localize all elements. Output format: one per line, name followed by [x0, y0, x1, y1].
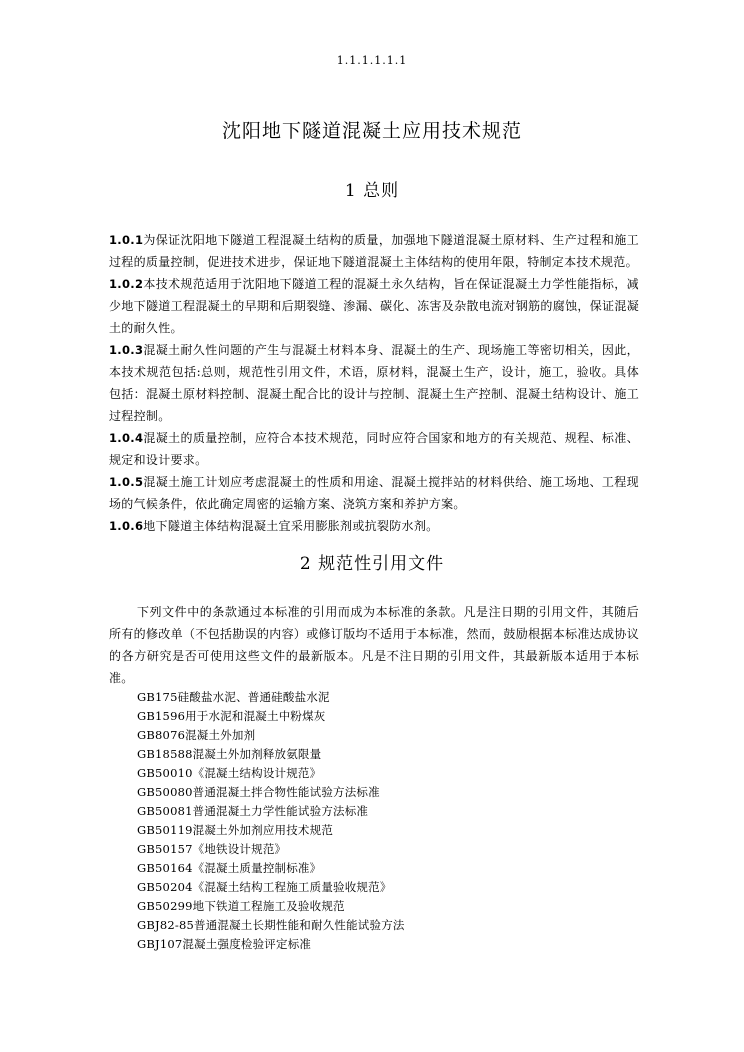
clause-number: 1.0.5: [109, 475, 144, 489]
clause: [109, 515, 639, 537]
reference-item: GBJ107混凝土强度检验评定标准: [137, 937, 312, 951]
reference-item: GBJ82-85普通混凝土长期性能和耐久性能试验方法: [137, 918, 405, 932]
reference-item: GB50010《混凝土结构设计规范》: [137, 766, 322, 780]
clause-text: 地下隧道主体结构混凝土宜采用膨胀剂或抗裂防水剂。: [143, 519, 439, 533]
reference-item: GB50081普通混凝土力学性能试验方法标准: [137, 804, 369, 818]
clause: [109, 427, 639, 471]
section-2-intro: 下列文件中的条款通过本标准的引用而成为本标准的条款。凡是注日期的引用文件，其随后所有的修改单（不包括勘误的内容）或修订版均不适用于本标准，然而，鼓励根据本标准达成协议的各方研究是否可使用这些文件的最新版本。凡是不注日期的引用文件，其最新版本适用于本标准。: [109, 605, 639, 685]
document-title: 沈阳地下隧道混凝土应用技术规范: [221, 120, 522, 142]
reference-item: GB175硅酸盐水泥、普通硅酸盐水泥: [137, 690, 330, 704]
reference-item: GB8076混凝土外加剂: [137, 728, 256, 742]
section-1-clauses: [109, 229, 639, 537]
clause-text: 混凝土施工计划应考虑混凝土的性质和用途、混凝土搅拌站的材料供给、施工场地、工程现场的气候条件，依此确定周密的运输方案、浇筑方案和养护方案。: [109, 475, 639, 511]
clause-number: 1.0.3: [109, 343, 144, 357]
section-1-title: 1 总则: [344, 181, 400, 201]
clause-text: 混凝土耐久性问题的产生与混凝土材料本身、混凝土的生产、现场施工等密切相关，因此，本技术规范包括:总则，规范性引用文件，术语，原材料，混凝土生产，设计，施工，验收。具体包括：混凝土原材料控制、混凝土配合比的设计与控制、混凝土生产控制、混凝土结构设计、施工过程控制。: [109, 343, 639, 423]
reference-item: GB1596用于水泥和混凝土中粉煤灰: [137, 709, 326, 723]
clause: [109, 229, 639, 273]
clause-number: 1.0.2: [109, 277, 144, 291]
section-2-title: 2 规范性引用文件: [299, 554, 445, 574]
clause: [109, 273, 639, 339]
reference-item: GB18588混凝土外加剂释放氨限量: [137, 747, 322, 761]
clause-number: 1.0.1: [109, 233, 144, 247]
page-header: 1.1.1.1.1.1: [336, 54, 408, 67]
clause-text: 为保证沈阳地下隧道工程混凝土结构的质量，加强地下隧道混凝土原材料、生产过程和施工过程的质量控制，促进技术进步，保证地下隧道混凝土主体结构的使用年限，特制定本技术规范。: [109, 233, 639, 269]
clause: [109, 471, 639, 515]
reference-list: [137, 688, 637, 954]
reference-item: GB50119混凝土外加剂应用技术规范: [137, 823, 334, 837]
reference-item: GB50080普通混凝土拌合物性能试验方法标准: [137, 785, 380, 799]
reference-item: GB50157《地铁设计规范》: [137, 842, 287, 856]
clause-number: 1.0.6: [109, 519, 144, 533]
clause-text: 混凝土的质量控制，应符合本技术规范，同时应符合国家和地方的有关规范、规程、标准、规定和设计要求。: [109, 431, 639, 467]
reference-item: GB50299地下铁道工程施工及验收规范: [137, 899, 345, 913]
reference-item: GB50204《混凝土结构工程施工质量验收规范》: [137, 880, 392, 894]
clause-number: 1.0.4: [109, 431, 144, 445]
clause-text: 本技术规范适用于沈阳地下隧道工程的混凝土永久结构，旨在保证混凝土力学性能指标，减少地下隧道工程混凝土的早期和后期裂缝、渗漏、碳化、冻害及杂散电流对钢筋的腐蚀，保证混凝土的耐久性。: [109, 277, 639, 335]
reference-item: GB50164《混凝土质量控制标准》: [137, 861, 322, 875]
clause: [109, 339, 639, 427]
